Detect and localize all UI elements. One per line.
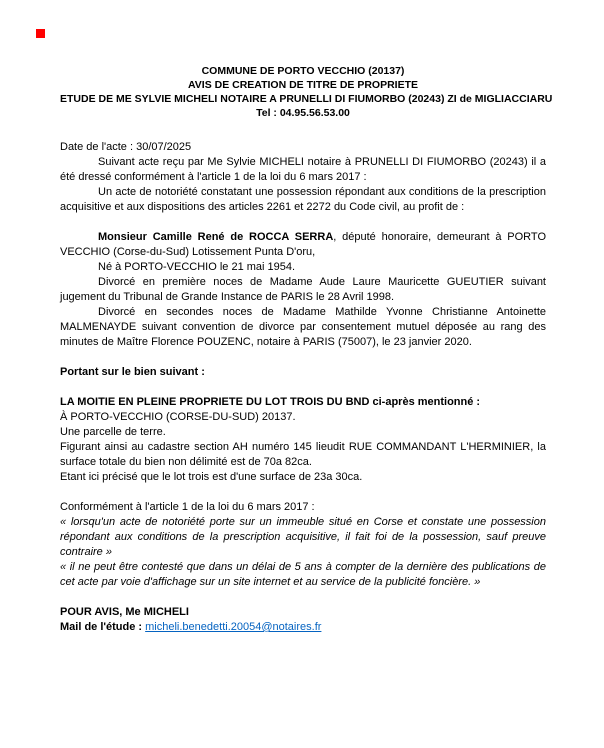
paragraph [60, 305, 546, 350]
paragraph [60, 560, 546, 590]
text-run: Une parcelle de terre. [60, 426, 166, 438]
paragraph [60, 620, 546, 635]
paragraph [60, 365, 546, 380]
paragraph [60, 155, 546, 185]
paragraph [60, 440, 546, 470]
text-run: Né à PORTO-VECCHIO le 21 mai 1954. [98, 261, 296, 273]
text-run: Figurant ainsi au cadastre section AH numéro 145 lieudit RUE COMMANDANT L'HERMINIER, la surface totale du bien non délimité est de 70a 82ca. [60, 441, 546, 468]
paragraph [60, 410, 546, 425]
text-run: Conformément à l'article 1 de la loi du 6 mars 2017 : [60, 501, 315, 513]
text-run: Un acte de notoriété constatant une possession répondant aux conditions de la prescription acquisitive et aux dispositions des articles 2261 et 2272 du Code civil, au profit de : [60, 186, 546, 213]
text-run: Divorcé en secondes noces de Madame Mathilde Yvonne Christianne Antoinette MALMENAYDE suivant convention de divorce par consentement mutuel déposée au rang des minutes de Maître Florence POUZENC, notaire à PARIS (75007), le 23 janvier 2020. [60, 306, 546, 348]
text-run: Date de l'acte : 30/07/2025 [60, 141, 192, 153]
header-line-commune: COMMUNE DE PORTO VECCHIO (20137) [201, 65, 405, 77]
text-run: Mail de l'étude : [60, 621, 146, 633]
paragraph [60, 230, 546, 260]
text-run: LA MOITIE EN PLEINE PROPRIETE DU LOT TROIS DU BND ci-après mentionné : [60, 396, 481, 408]
paragraph [60, 260, 546, 275]
paragraph [60, 275, 546, 305]
text-run: Portant sur le bien suivant : [60, 366, 205, 378]
text-run: Suivant acte reçu par Me Sylvie MICHELI notaire à PRUNELLI DI FIUMORBO (20243) il a été dressé conformément à l'article 1 de la loi du 6 mars 2017 : [60, 156, 546, 183]
header-line-avis: AVIS DE CREATION DE TITRE DE PROPRIETE [187, 79, 419, 91]
header-line-etude: ETUDE DE ME SYLVIE MICHELI NOTAIRE A PRUNELLI DI FIUMORBO (20243) ZI de MIGLIACCIARU [60, 93, 553, 105]
red-square-marker [36, 29, 45, 38]
paragraph [60, 140, 546, 155]
paragraph [60, 395, 546, 410]
text-run: « lorsqu'un acte de notoriété porte sur un immeuble situé en Corse et constate une possession répondant aux conditions de la prescription acquisitive, il fait foi de la possession, sauf preuve contraire » [60, 516, 546, 558]
paragraph [60, 185, 546, 215]
text-run: POUR AVIS, Me MICHELI [60, 606, 189, 618]
text-run: , député honoraire, demeurant à PORTO VECCHIO (Corse-du-Sud) Lotissement Punta D'oru, [60, 231, 546, 258]
paragraph [60, 500, 546, 515]
document-body [60, 140, 546, 635]
text-run: Divorcé en première noces de Madame Aude Laure Mauricette GUEUTIER suivant jugement du Tribunal de Grande Instance de PARIS le 28 Avril 1998. [60, 276, 546, 303]
text-run: « il ne peut être contesté que dans un délai de 5 ans à compter de la dernière des publications de cet acte par voie d'affichage sur un site internet et au service de la publicité foncière. » [60, 561, 546, 588]
paragraph [60, 515, 546, 560]
header-line-tel: Tel : 04.95.56.53.00 [256, 107, 350, 119]
text-run: Etant ici précisé que le lot trois est d'une surface de 23a 30ca. [60, 471, 363, 483]
document-header [60, 64, 553, 120]
paragraph [60, 470, 546, 485]
email-link[interactable]: micheli.benedetti.20054@notaires.fr [145, 621, 322, 633]
text-run: À PORTO-VECCHIO (CORSE-DU-SUD) 20137. [60, 411, 296, 423]
text-run: Monsieur Camille René de ROCCA SERRA [98, 231, 334, 243]
paragraph [60, 605, 546, 620]
paragraph [60, 425, 546, 440]
